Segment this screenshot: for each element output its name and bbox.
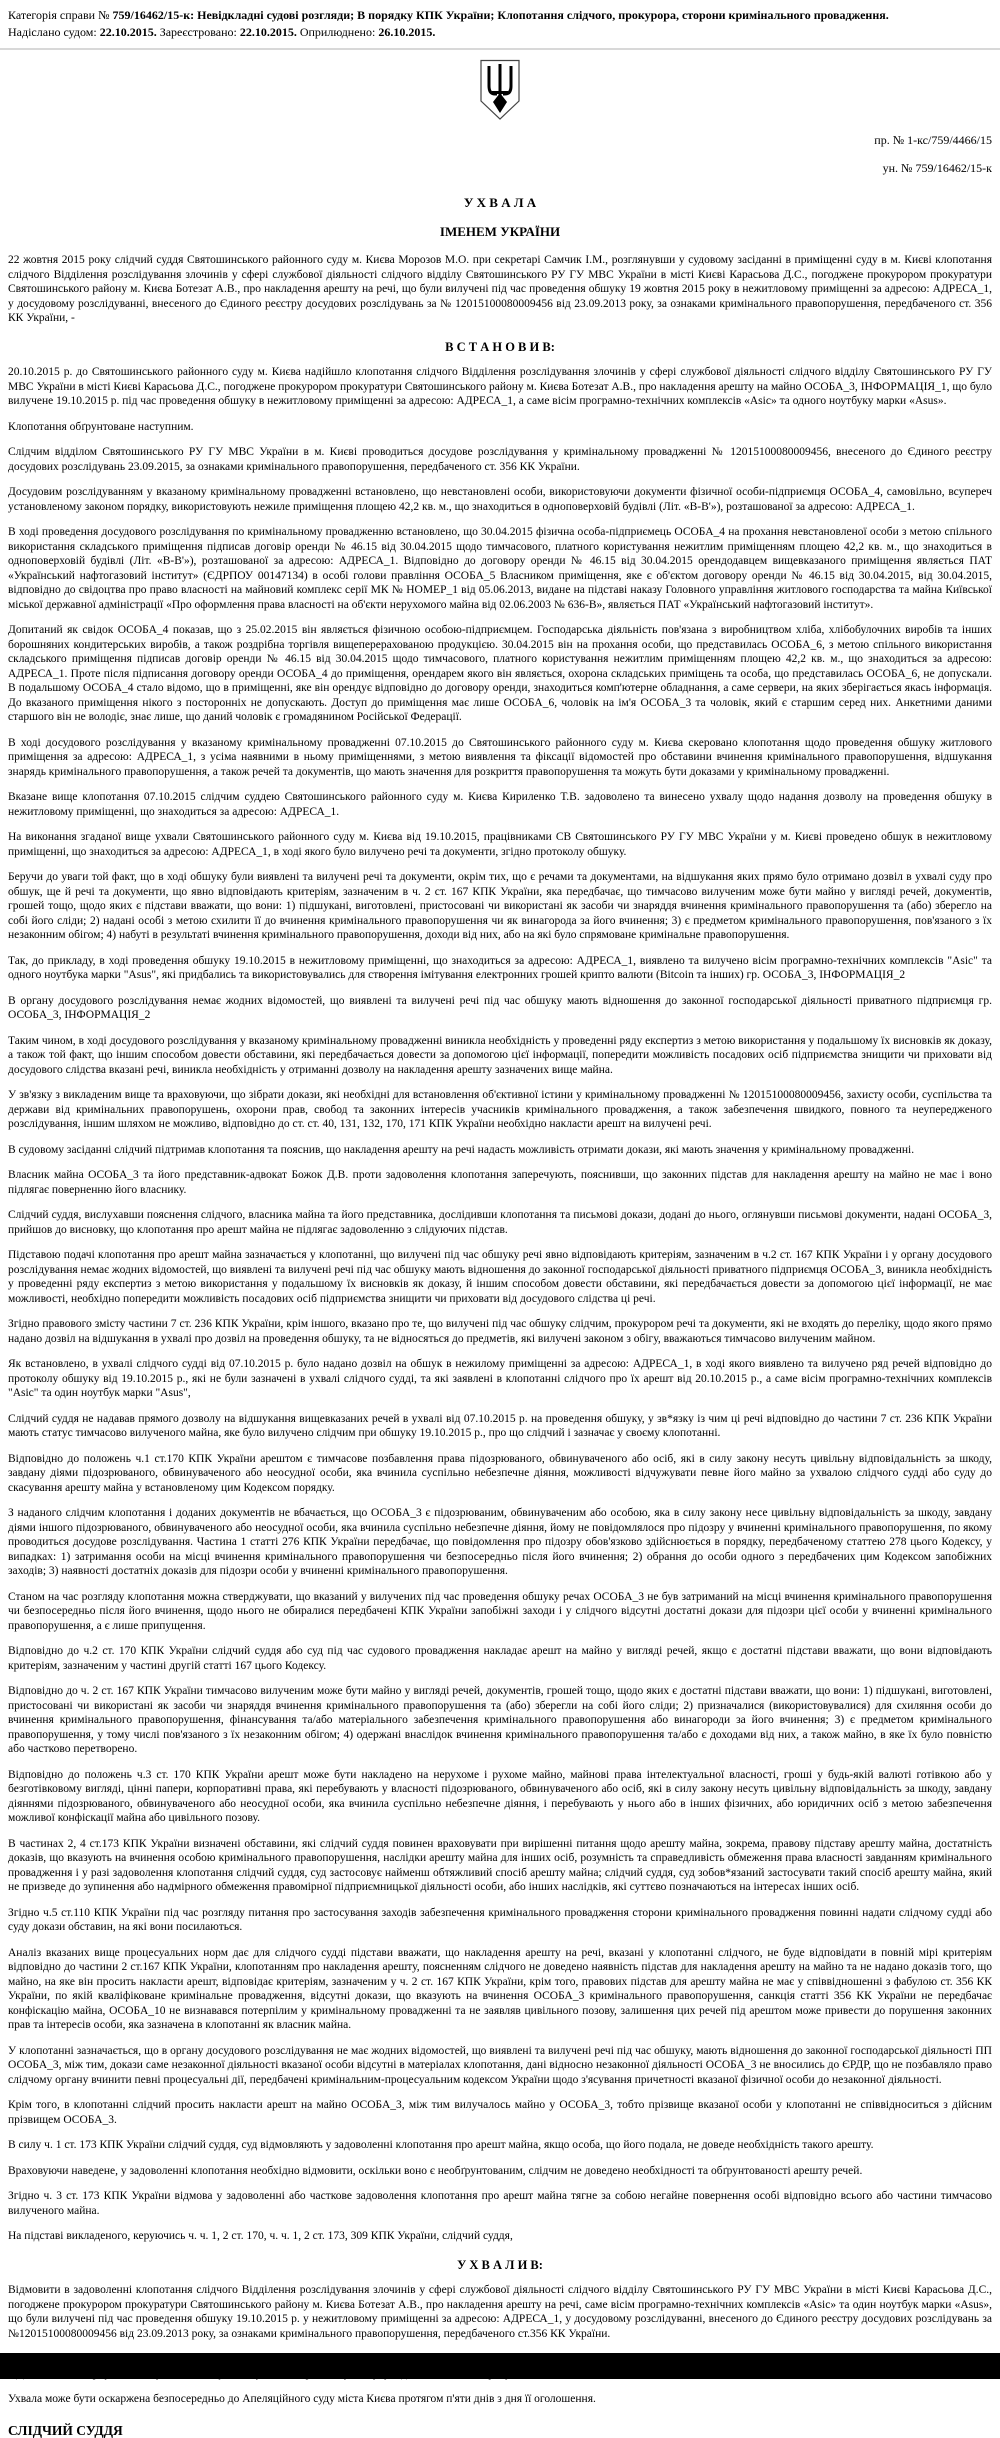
paragraph: Допитаний як свідок ОСОБА_4 показав, що з 25.02.2015 він являється фізичною особою-підприємцем. Господарська діяльність пов'язана з виробництвом хліба, хлібобулочних виробів та інших борошняних кондитерських виробів, а також роздрібна торгівля вищеперерахованою продукцією. 30.04.2015 він на прохання особи, що представилась ОСОБА_6, з метою спільного використання складського приміщення підписав договір оренди № 46.15 від 30.04.2015 щодо тимчасового, платного користування нежитлим приміщенням площею 42,2 кв. м., що знаходиться за адресою: АДРЕСА_1. Проте після підписання договору оренди ОСОБА_4 до приміщення, орендарем якого він являється, охорона складських приміщень та особа, що представилась ОСОБА_6, не допускали. В подальшому ОСОБА_4 стало відомо, що в приміщенні, яке він орендує відповідно до договору оренди, знаходиться комп'ютерне обладнання, а саме сервери, на яких зберігається якась інформація. До вказаного приміщення нікого з посторонніх не допускають. Доступ до приміщення має лише ОСОБА_6, чоловік на ім'я ОСОБА_3 та чоловік, який є старшим серед них. Анкетними даними старшого він не володіє, знає лише, що даний чоловік є громадянином Російської Федерації. bbox=[8, 623, 992, 725]
paragraph: Клопотання обґрунтоване наступним. bbox=[8, 420, 992, 435]
paragraph: У клопотанні зазначається, що в органу досудового розслідування не має жодних відомостей, що виявлені та вилучені речі під час обшуку, мають відношення до законної господарської діяльності ПП ОСОБА_3, між тим, докази саме незаконної діяльності вказаної особи відсутні в матеріалах клопотання, дані відносно незаконної діяльності ОСОБА_3 не вносились до ЄРДР, що не позбавляло право слідчому органу вчинити певні процесуальні дії, передбачені кримінальним-процесуальним кодексом України щодо з'ясування причетності вказаної фізичної особи до незаконної діяльності. bbox=[8, 2044, 992, 2088]
case-category-tags: Невідкладні судові розгляди; В порядку КПК України; Клопотання слідчого, прокурора, сторони кримінального провадження. bbox=[197, 8, 889, 22]
paragraph: Слідчий суддя не надавав прямого дозволу на відшукання вищевказаних речей в ухвалі від 07.10.2015 р. на проведення обшуку, у зв*язку із чим ці речі відповідно до частини 7 ст. 236 КПК України мають статус тимчасово вилученого майна, яке було вилучено слідчим при обшуку 19.10.2015 р., про що слідчий і зазначає у своєму клопотанні. bbox=[8, 1412, 992, 1441]
paragraph: Враховуючи наведене, у задоволенні клопотання необхідно відмовити, оскільки воно є необґрунтованим, слідчим не доведено необхідності та обґрунтованості арешту речей. bbox=[8, 2164, 992, 2179]
published-date: 26.10.2015. bbox=[378, 25, 435, 39]
sent-label: Надіслано судом: bbox=[8, 25, 97, 39]
paragraph: Крім того, в клопотанні слідчий просить накласти арешт на майно ОСОБА_3, між тим вилучалось майно у ОСОБА_3, тобто прізвище вказаної особи у клопотанні не співвідноситься з дійсним прізвищем ОСОБА_3. bbox=[8, 2098, 992, 2127]
established-heading: В С Т А Н О В И В: bbox=[8, 340, 992, 355]
paragraph: Згідно ч.5 ст.110 КПК України під час розгляду питання про застосування заходів забезпечення кримінального провадження сторони кримінального провадження повинні надати слідчому судді або суду докази обставин, на які вони посилаються. bbox=[8, 1906, 992, 1935]
judge-signature-line: СЛІДЧИЙ СУДДЯ bbox=[8, 2424, 992, 2438]
paragraph: Слідчим відділом Святошинського РУ ГУ МВС України в м. Києві проводиться досудове розслідування у кримінальному провадженні № 12015100080009456, внесеного до Єдиного реєстру досудових розслідувань 23.09.2015, за ознаками кримінального правопорушення, передбаченого ст. 356 КК України. bbox=[8, 445, 992, 474]
ruled-section bbox=[8, 2283, 992, 2407]
paragraph: Досудовим розслідуванням у вказаному кримінальному провадженні встановлено, що невстановлені особи, використовуючи документи фізичної особи-підприємця ОСОБА_4, самовільно, всупереч установленому законом порядку, використовують нежиле приміщення площею 42,2 кв. м., що знаходиться в одноповерховій будівлі (Літ. «В-В'»), розташованої за адресою: АДРЕСА_1. bbox=[8, 485, 992, 514]
document-body bbox=[0, 240, 1000, 2438]
case-category-label: Категорія справи № bbox=[8, 8, 110, 22]
case-dates-line bbox=[8, 24, 990, 41]
paragraph: Вказане вище клопотання 07.10.2015 слідчим суддею Святошинського районного суду м. Києва Кириленко Т.В. задоволено та винесено ухвалу щодо надання дозволу на проведення обшуку в нежитловому приміщенні, що знаходиться за адресою: АДРЕСА_1. bbox=[8, 790, 992, 819]
paragraph: У зв'язку з викладеним вище та враховуючи, що зібрати докази, які необхідні для встановлення об'єктивної істини у кримінальному провадженні № 12015100080009456, захисту особи, суспільства та держави від кримінальних правопорушень, охорони прав, свобод та законних інтересів учасників кримінального провадження, а також забезпечення швидкого, повного та неупередженого розслідування, іншим шляхом не можливо, відповідно до ст. ст. 40, 131, 132, 170, 171 КПК України необхідно накласти арешт на вилучені речі. bbox=[8, 1088, 992, 1132]
header-divider bbox=[0, 48, 1000, 50]
proceeding-number: пр. № 1-кс/759/4466/15 bbox=[0, 133, 992, 147]
emblem-container bbox=[0, 59, 1000, 121]
paragraph: Згідно правового змісту частини 7 ст. 236 КПК України, крім іншого, вказано про те, що вилучені під час обшуку слідчим, прокурором речі та документи, які не входять до переліку, щодо якого прямо надано дозвіл на відшукання в ухвалі про дозвіл на проведення обшуку, та не відносяться до предметів, які вилучені законом з обігу, вважаються тимчасово вилученим майном. bbox=[8, 1317, 992, 1346]
paragraph: В силу ч. 1 ст. 173 КПК України слідчий суддя, суд відмовляють у задоволенні клопотання про арешт майна, якщо особа, що його подала, не доведе необхідність такого арешту. bbox=[8, 2138, 992, 2153]
paragraph: В судовому засіданні слідчий підтримав клопотання та пояснив, що накладення арешту на речі надасть можливість отримати докази, які мають значення у кримінальному провадженні. bbox=[8, 1143, 992, 1158]
paragraph: З наданого слідчим клопотання і доданих документів не вбачається, що ОСОБА_3 є підозрюваним, обвинуваченим або особою, яка в силу закону несе цивільну відповідальність за шкоду, завдану діями іншого підозрюваного, обвинуваченого або неосудної особи, яка вчинила суспільно небезпечне діяння, йому не повідомлялося про підозру у вчиненні кримінального правопорушення, по якому проводиться досудове розслідування. Частина 1 статті 276 КПК України передбачає, що повідомлення про підозру обов'язково здійснюється в порядку, передбаченому статтею 278 цього Кодексу, у випадках: 1) затримання особи на місці вчинення кримінального правопорушення чи безпосередньо після його вчинення; 2) обрання до особи одного з передбачених цим Кодексом запобіжних заходів; 3) наявності достатніх доказів для підозри особи у вчиненні кримінального правопорушення. bbox=[8, 1506, 992, 1579]
document-header bbox=[0, 0, 1000, 43]
bottom-black-bar bbox=[0, 2353, 1000, 2379]
paragraph: Аналіз вказаних вище процесуальних норм дає для слідчого судді підстави вважати, що накладення арешту на речі, вказані у клопотанні слідчого, не буде відповідати в повній мірі критеріям відповідно до частини 2 ст.167 КПК України, клопотанням про накладення арешту, поясненням слідчого не доведено наявність підстав для накладення арешту на майно та не надано доказів того, що майно, на яке він просить накласти арешт, відповідає критеріям, зазначеним у ч. 2 ст. 167 КПК України, крім того, правових підстав для арешту майна не має у співвідношенні з фабулою ст. 356 КК України, по якій кваліфіковане кримінальне провадження, відсутні докази, що вказують на вчинення ОСОБА_3 кримінального правопорушення, санкція статті 356 КК України не передбачає конфіскацію майна, ОСОБА_10 не визнавався потерпілим у кримінальному провадженні та не заявляв цивільного позову, залишення цих речей під арештом може привести до порушення законних прав та інтересів особи, яка зазначена в клопотанні як власник майна. bbox=[8, 1946, 992, 2033]
paragraph: В частинах 2, 4 ст.173 КПК України визначені обставини, які слідчий суддя повинен враховувати при вирішенні питання щодо арешту майна, зокрема, правову підставу арешту майна, достатність доказів, що вказують на вчинення особою кримінального правопорушення, наслідки арешту майна для інших осіб, розумність та справедливість обмеження права власності завданням кримінального провадження і у разі задоволення клопотання слідчий суддя, суд застосовує найменш обтяжливий спосіб арешту майна; слідчий суддя, суд зобов*язаний застосувати такий спосіб арешту майна, який не призведе до зупинення або надмірного обмеження правомірної підприємницької діяльності особи, або інших наслідків, які суттєво позначаються на інтересах інших осіб. bbox=[8, 1837, 992, 1895]
paragraph: Згідно ч. 3 ст. 173 КПК України відмова у задоволенні або часткове задоволення клопотання про арешт майна тягне за собою негайне повернення особі відповідно всього або частини тимчасово вилученого майна. bbox=[8, 2189, 992, 2218]
paragraph: Так, до прикладу, в ході проведення обшуку 19.10.2015 в нежитловому приміщенні, що знаходиться за адресою: АДРЕСА_1, виявлено та вилучено вісім програмно-технічних комплексів "Asic" та одного ноутбука марки "Asus", які придбались та використовувались для створення імітування електронних грошей крипто валюти (Bitcoin та інших) гр. ОСОБА_3, ІНФОРМАЦІЯ_2 bbox=[8, 954, 992, 983]
paragraph: В органу досудового розслідування немає жодних відомостей, що виявлені та вилучені речі під час обшуку мають відношення до законної господарської діяльності приватного підприємця гр. ОСОБА_3, ІНФОРМАЦІЯ_2 bbox=[8, 994, 992, 1023]
document-title: У Х В А Л А bbox=[0, 195, 1000, 211]
paragraph: Беручи до уваги той факт, що в ході обшуку були виявлені та вилучені речі та документи, окрім тих, що є речами та документами, на відшукання яких прямо було отримано дозвіл в ухвалі суду про обшук, ще й речі та документи, що явно відповідають критеріям, зазначеним в ч. 2 ст. 167 КПК України, яка передбачає, що тимчасово вилученим може бути майно у вигляді речей, документів, грошей тощо, щодо яких є підстави вважати, що вони: 1) підшукані, виготовлені, пристосовані чи використані як засоби чи знаряддя вчинення кримінального правопорушення та (або) зберегло на собі його сліди; 2) надані особі з метою схилити її до вчинення кримінального правопорушення чи як винагорода за його вчинення; 3) є предметом кримінального правопорушення, пов'язаного з їх незаконним обігом; 4) набуті в результаті вчинення кримінального правопорушення, доходи від них, або на які було спрямоване кримінальне правопорушення. bbox=[8, 870, 992, 943]
established-section bbox=[8, 365, 992, 2244]
paragraph: На виконання згаданої вище ухвали Святошинського районного суду м. Києва від 19.10.2015, працівниками СВ Святошинського РУ ГУ МВС України у м. Києві проведено обшук в нежитловому приміщенні, що знаходиться за адресою: АДРЕСА_1, в ході якого було вилучено речі та документи, згідно протоколу обшуку. bbox=[8, 830, 992, 859]
registered-date: 22.10.2015. bbox=[240, 25, 297, 39]
sent-date: 22.10.2015. bbox=[100, 25, 157, 39]
paragraph: В ході досудового розслідування у вказаному кримінальному провадженні 07.10.2015 до Святошинського районного суду м. Києва скеровано клопотання щодо проведення обшуку житлового приміщення за адресою: АДРЕСА_1, з усіма наявними в ньому приміщеннями, з метою виявлення та фіксації відомостей про обставини вчинення кримінального правопорушення, відшукання знарядь кримінального правопорушення, а також речей та документів, що мають значення для розкриття правопорушення та можуть бути доказами у кримінальному провадженні. bbox=[8, 736, 992, 780]
intro-section bbox=[8, 253, 992, 326]
case-number: 759/16462/15-к: bbox=[113, 8, 195, 22]
registered-label: Зареєстровано: bbox=[160, 25, 237, 39]
paragraph: 22 жовтня 2015 року слідчий суддя Святошинського районного суду м. Києва Морозов М.О. при секретарі Самчик І.М., розглянувши у судовому засіданні в приміщенні суду в м. Києві клопотання слідчого Відділення розслідування злочинів у сфері службової діяльності слідчого відділу Святошинського РУ ГУ МВС України в місті Києві Карасьова Д.С., погоджене прокурором прокуратури Святошинського району м. Києва Ботезат А.В., про накладення арешту на речі, що були вилучені під час проведення обшуку 19 жовтня 2015 року в нежитловому приміщенні за адресою: АДРЕСА_1, у досудовому розслідуванні, внесеного до Єдиного реєстру досудових розслідувань за № 12015100080009456 від 23.09.2013 року, за ознаками кримінального правопорушення, передбаченого ст. 356 КК України, - bbox=[8, 253, 992, 326]
ruled-heading: У Х В А Л И В: bbox=[8, 2258, 992, 2273]
paragraph: Станом на час розгляду клопотання можна стверджувати, що вказаний у вилучених під час проведення обшуку речах ОСОБА_3 не був затриманий на місці вчинення кримінального правопорушення чи безпосередньо після його вчинення, щодо нього не обиралися передбачені КПК України запобіжні заходи і у слідчого відсутні достатні докази для підозри цієї особи у вчиненні кримінального правопорушення, а є лише припущення. bbox=[8, 1590, 992, 1634]
paragraph: Слідчий суддя, вислухавши пояснення слідчого, власника майна та його представника, дослідивши клопотання та письмові докази, додані до нього, оглянувши письмові документи, надані ОСОБА_3, прийшов до висновку, що клопотання про арешт майна не підлягає задоволенню з слідуючих підстав. bbox=[8, 1208, 992, 1237]
paragraph: Відповідно до положень ч.3 ст. 170 КПК України арешт може бути накладено на нерухоме і рухоме майно, майнові права інтелектуальної власності, гроші у будь-якій валюті готівкою або у безготівковому вигляді, цінні папери, корпоративні права, які перебувають у власності підозрюваного, обвинуваченого або осіб, які в силу закону несуть цивільну відповідальність за шкоду, завдану діяннями підозрюваного, обвинуваченого або неосудної особи, яка вчинила суспільно небезпечне діяння, і перебувають у нього або в інших фізичних, або юридичних осіб з метою забезпечення можливої конфіскації майна або цивільного позову. bbox=[8, 1768, 992, 1826]
paragraph: Відмовити в задоволенні клопотання слідчого Відділення розслідування злочинів у сфері службової діяльності слідчого відділу Святошинського РУ ГУ МВС України в місті Києві Карасьова Д.С., погоджене прокурором прокуратури Святошинського району м. Києва Ботезат А.В., про накладення арешту на речі, саме вісім програмно-технічних комплексів «Asic» та один ноутбук марки «Asus», що були вилучені під час проведення обшуку 19.10.2015 р. у нежитловому приміщенні за адресою: АДРЕСА_1, у досудовому розслідуванні, внесеного до Єдиного реєстру досудових розслідувань за №12015100080009456 від 23.09.2013 року, за ознаками кримінального правопорушення, передбаченого ст.356 КК України. bbox=[8, 2283, 992, 2341]
unified-number: ун. № 759/16462/15-к bbox=[0, 161, 992, 175]
paragraph: Ухвала може бути оскаржена безпосередньо до Апеляційного суду міста Києва протягом п'яти днів з дня її оголошення. bbox=[8, 2392, 992, 2407]
case-category-line bbox=[8, 7, 990, 24]
paragraph: Підставою подачі клопотання про арешт майна зазначається у клопотанні, що вилучені під час обшуку речі явно відповідають критеріям, зазначеним в ч.2 ст. 167 КПК України і у органу досудового розслідування немає жодних відомостей, що виявлені та вилучені речі під час обшуку мають відношення до законної господарської діяльності приватного підприємця ОСОБА_3, виникла необхідність у проведенні ряду експертиз з метою використання у подальшому їх висновків як доказу, й іншим способом довести обставини, які передбачається довести за допомогою цієї інформації, не має можливості, необхідно попередити можливість посадових осіб підприємства знищити чи приховати від досудового слідства ці речі. bbox=[8, 1248, 992, 1306]
paragraph: 20.10.2015 р. до Святошинського районного суду м. Києва надійшло клопотання слідчого Відділення розслідування злочинів у сфері службової діяльності слідчого відділу Святошинського РУ ГУ МВС України в місті Києві Карасьова Д.С., погоджене прокурором прокуратури Святошинського району м. Києва Ботезат А.В., про накладення арешту на майно ОСОБА_3, ІНФОРМАЦІЯ_1, що було вилучене 19.10.2015 р. під час проведення обшуку в нежитловому приміщенні за адресою: АДРЕСА_1, а саме вісім програмно-технічних комплексів «Asic» та одного ноутбуку марки «Asus». bbox=[8, 365, 992, 409]
paragraph: Відповідно до положень ч.1 ст.170 КПК України арештом є тимчасове позбавлення права підозрюваного, обвинуваченого або осіб, які в силу закону несуть цивільну відповідальність за шкоду, завдану діями підозрюваного, обвинуваченого або неосудної особи, яка вчинила суспільно небезпечне діяння, можливості відчужувати певне його майно за ухвалою слідчого судді або суду до скасування арешту майна у встановленому цим Кодексом порядку. bbox=[8, 1452, 992, 1496]
document-subtitle: ІМЕНЕМ УКРАЇНИ bbox=[0, 224, 1000, 240]
paragraph: Відповідно до ч. 2 ст. 167 КПК України тимчасово вилученим може бути майно у вигляді речей, документів, грошей тощо, щодо яких є достатні підстави вважати, що вони: 1) підшукані, виготовлені, пристосовані чи використані як засоби чи знаряддя вчинення кримінального правопорушення та (або) зберегли на собі його сліди; 2) призначалися (використовувалися) для схиляння особи до вчинення кримінального правопорушення, фінансування та/або матеріального забезпечення кримінального правопорушення або винагороди за його вчинення; 3) є предметом кримінального правопорушення, у тому числі пов'язаного з їх незаконним обігом; 4) одержані внаслідок вчинення кримінального правопорушення та/або є доходами від них, а також майно, в яке їх було повністю або частково перетворено. bbox=[8, 1684, 992, 1757]
paragraph: Власник майна ОСОБА_3 та його представник-адвокат Божок Д.В. проти задоволення клопотання заперечують, пояснивши, що законних підстав для накладення арешту на майно не має і воно підлягає поверненню його власнику. bbox=[8, 1168, 992, 1197]
ukraine-trident-coat-of-arms-icon bbox=[478, 59, 522, 121]
paragraph: Як встановлено, в ухвалі слідчого судді від 07.10.2015 р. було надано дозвіл на обшук в нежилому приміщенні за адресою: АДРЕСА_1, в ході якого виявлено та вилучено ряд речей відповідно до протоколу обшуку від 19.10.2015 р., які не були зазначені в ухвалі слідчого судді, та які заявлені в клопотанні слідчого про їх арешт від 20.10.2015 р., а саме вісім програмно-технічних комплексів "Asic" та один ноутбук марки "Asus", bbox=[8, 1357, 992, 1401]
paragraph: На підставі викладеного, керуючись ч. ч. 1, 2 ст. 170, ч. ч. 1, 2 ст. 173, 309 КПК України, слідчий суддя, bbox=[8, 2229, 992, 2244]
case-reference-numbers bbox=[0, 133, 1000, 175]
paragraph: Відповідно до ч.2 ст. 170 КПК України слідчий суддя або суд під час судового провадження накладає арешт на майно у вигляді речей, якщо є достатні підстави вважати, що вони відповідають критеріям, зазначеним у частині другій статті 167 цього Кодексу. bbox=[8, 1644, 992, 1673]
published-label: Оприлюднено: bbox=[300, 25, 375, 39]
paragraph: В ході проведення досудового розслідування по кримінальному провадженню встановлено, що 30.04.2015 фізична особа-підприємець ОСОБА_4 на прохання невстановленої особи з метою спільного використання складського приміщення підписав договір оренди № 46.15 від 30.04.2015 щодо тимчасового, платного користування нежитлим приміщенням площею 42,2 кв. м., що знаходиться в одноповерховій будівлі (Літ. «В-В'»), розташованої за адресою: АДРЕСА_1. Відповідно до договору оренди № 46.15 від 30.04.2015 орендодавцем вищевказаного приміщення являється ПАТ «Український нафтогазовий інститут» (ЄДРПОУ 00147134) в особі голови правління ОСОБА_5 Власником приміщення, яке є об'єктом договору оренди № 46.15 від 30.04.2015, від 30.04.2015, відповідно до свідоцтва про право власності на майновий комплекс серії МК № НОМЕР_1 від 05.06.2013, видане на підставі наказу Головного управління житлового господарства та майна Київської міської державної адміністрації «Про оформлення права власності на об'єкти нерухомого майна від 02.06.2003 № 636-В», являється ПАТ «Український нафтогазовий інститут». bbox=[8, 525, 992, 612]
paragraph: Таким чином, в ході досудового розслідування у вказаному кримінальному провадженні виникла необхідність у проведенні ряду експертиз з метою використання у подальшому їх висновків як доказу, а також той факт, що іншим способом довести обставини, які передбачається довести за допомогою цієї інформації, попередити можливість посадових осіб підприємства знищити чи приховати від досудового слідства вказані речі, виникла необхідність у отриманні дозволу на накладення арешту зазначених вище майна. bbox=[8, 1034, 992, 1078]
